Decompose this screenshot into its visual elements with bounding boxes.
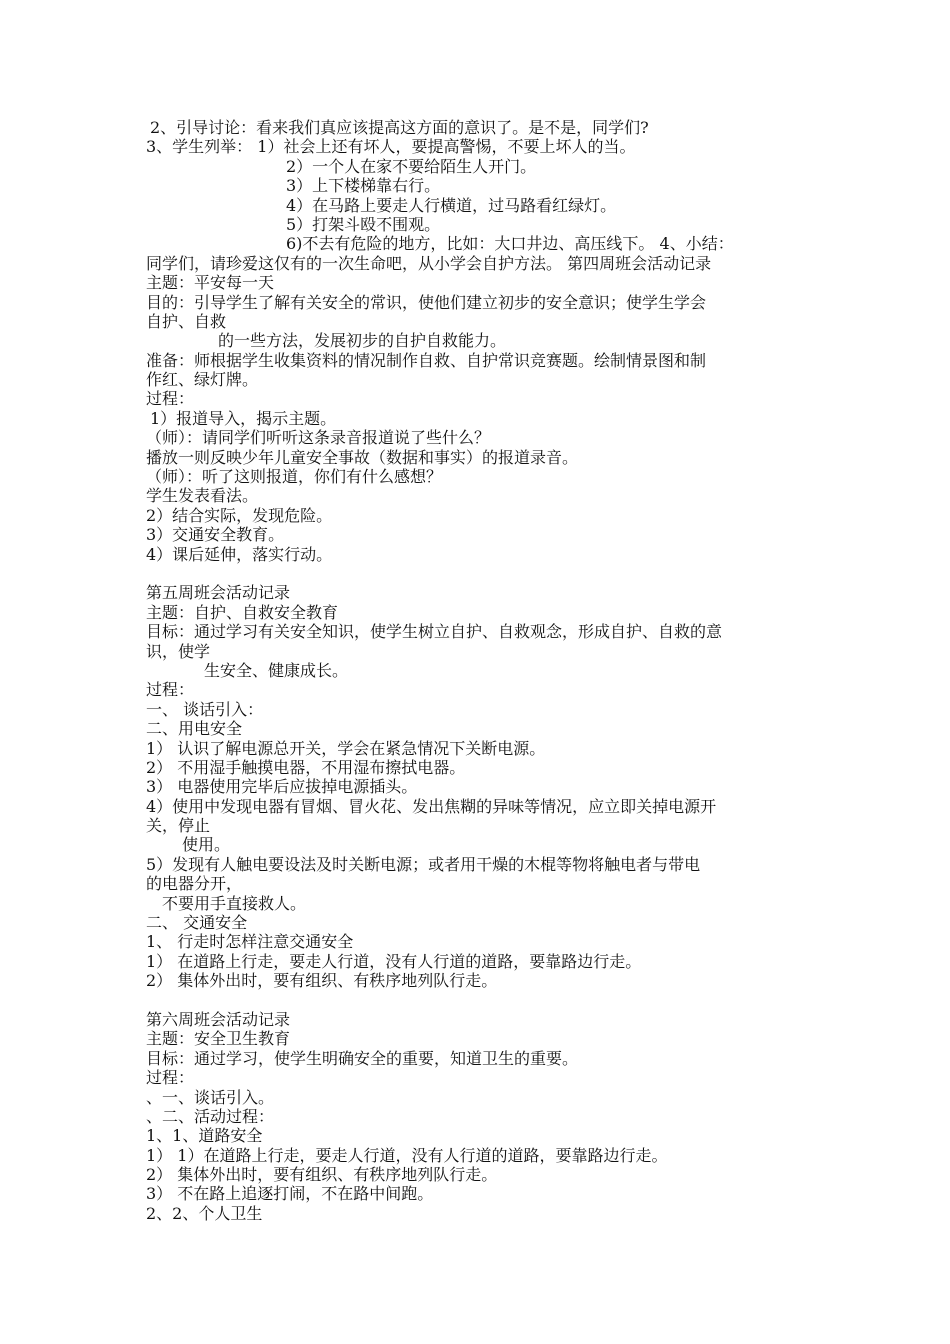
text-line: （师）：请同学们听听这条录音报道说了些什么？ (146, 428, 491, 448)
text-line: 3）交通安全教育。 (146, 525, 285, 545)
text-line: 使用。 (182, 835, 231, 855)
document-body (146, 118, 814, 1223)
text-line: 识，使学 (146, 641, 211, 661)
text-line: 准备：师根据学生收集资料的情况制作自救、自护常识竞赛题。绘制情景图和制 (146, 350, 707, 370)
text-line: 4）课后延伸，落实行动。 (146, 544, 333, 564)
section-topic: 主题：平安每一天 (146, 273, 275, 293)
text-line: 生安全、健康成长。 (204, 660, 349, 680)
text-line: 、一、谈话引入。 (146, 1087, 275, 1107)
text-line: 1、 行走时怎样注意交通安全 (146, 932, 354, 952)
week3-tail-section (146, 118, 814, 273)
text-line: 播放一则反映少年儿童安全事故（数据和事实）的报道录音。 (146, 447, 579, 467)
text-line: 、二、活动过程： (146, 1106, 275, 1126)
text-line: 1） 1）在道路上行走，要走人行道，没有人行道的道路，要靠路边行走。 (146, 1145, 668, 1165)
text-line: 的电器分开， (146, 874, 243, 894)
text-line: 过程： (146, 1068, 195, 1088)
text-line: 4）使用中发现电器有冒烟、冒火花、发出焦糊的异味等情况，应立即关掉电源开 (146, 796, 717, 816)
text-line: 不要用手直接救人。 (162, 893, 307, 913)
text-line: 过程： (146, 680, 195, 700)
text-line: 2）一个人在家不要给陌生人开门。 (286, 156, 537, 176)
text-line: 3） 电器使用完毕后应拔掉电源插头。 (146, 777, 418, 797)
text-line: 1）报道导入，揭示主题。 (150, 408, 337, 428)
text-line: 3）上下楼梯靠右行。 (286, 176, 441, 196)
section-topic: 主题：安全卫生教育 (146, 1029, 291, 1049)
text-line: 目标：通过学习，使学生明确安全的重要，知道卫生的重要。 (146, 1048, 579, 1068)
text-line: 作红、绿灯牌。 (146, 370, 259, 390)
text-line: 自护、自救 (146, 311, 227, 331)
text-line: 2） 集体外出时，要有组织、有秩序地列队行走。 (146, 971, 498, 991)
text-line: 1） 认识了解电源总开关，学会在紧急情况下关断电源。 (146, 738, 546, 758)
week5-section (146, 583, 814, 990)
text-line: 3、学生列举： 1）社会上还有坏人，要提高警惕，不要上坏人的当。 (146, 137, 636, 157)
section-topic: 主题：自护、自救安全教育 (146, 602, 339, 622)
blank-line (146, 991, 814, 1010)
text-line: 同学们，请珍爱这仅有的一次生命吧，从小学会自护方法。 第四周班会活动记录 (146, 253, 712, 273)
text-line: （师）：听了这则报道，你们有什么感想？ (146, 467, 443, 487)
text-line: 2）结合实际，发现危险。 (146, 505, 333, 525)
text-line: 2） 集体外出时，要有组织、有秩序地列队行走。 (146, 1165, 498, 1185)
text-line: 二、用电安全 (146, 719, 243, 739)
text-line: 学生发表看法。 (146, 486, 259, 506)
text-line: 1） 在道路上行走，要走人行道，没有人行道的道路，要靠路边行走。 (146, 951, 642, 971)
text-line: 5）打架斗殴不围观。 (286, 214, 441, 234)
text-line: 3） 不在路上追逐打闹，不在路中间跑。 (146, 1184, 434, 1204)
text-line: 1、1、道路安全 (146, 1126, 263, 1146)
text-line: 5）发现有人触电要设法及时关断电源；或者用干燥的木棍等物将触电者与带电 (146, 854, 701, 874)
blank-line (146, 564, 814, 583)
text-line: 的一些方法，发展初步的自护自救能力。 (218, 331, 507, 351)
week4-section (146, 273, 814, 564)
text-line: 2、引导讨论：看来我们真应该提高这方面的意识了。是不是，同学们? (150, 118, 649, 137)
text-line: 关，停止 (146, 816, 211, 836)
text-line: 2） 不用湿手触摸电器，不用湿布擦拭电器。 (146, 757, 466, 777)
text-line: 2、2、个人卫生 (146, 1203, 263, 1223)
text-line: 4）在马路上要走人行横道，过马路看红绿灯。 (286, 195, 617, 215)
section-heading: 第五周班会活动记录 (146, 583, 291, 603)
text-line: 过程： (146, 389, 195, 409)
section-heading: 第六周班会活动记录 (146, 1009, 291, 1029)
text-line: 目标：通过学习有关安全知识，使学生树立自护、自救观念，形成自护、自救的意 (146, 622, 723, 642)
week6-section (146, 1010, 814, 1223)
text-line: 目的：引导学生了解有关安全的常识，使他们建立初步的安全意识；使学生学会 (146, 292, 707, 312)
text-line: 二、 交通安全 (146, 913, 248, 933)
text-line: 一、 谈话引入： (146, 699, 264, 719)
text-line: 6)不去有危险的地方，比如：大口井边、高压线下。 4、小结： (286, 234, 734, 254)
